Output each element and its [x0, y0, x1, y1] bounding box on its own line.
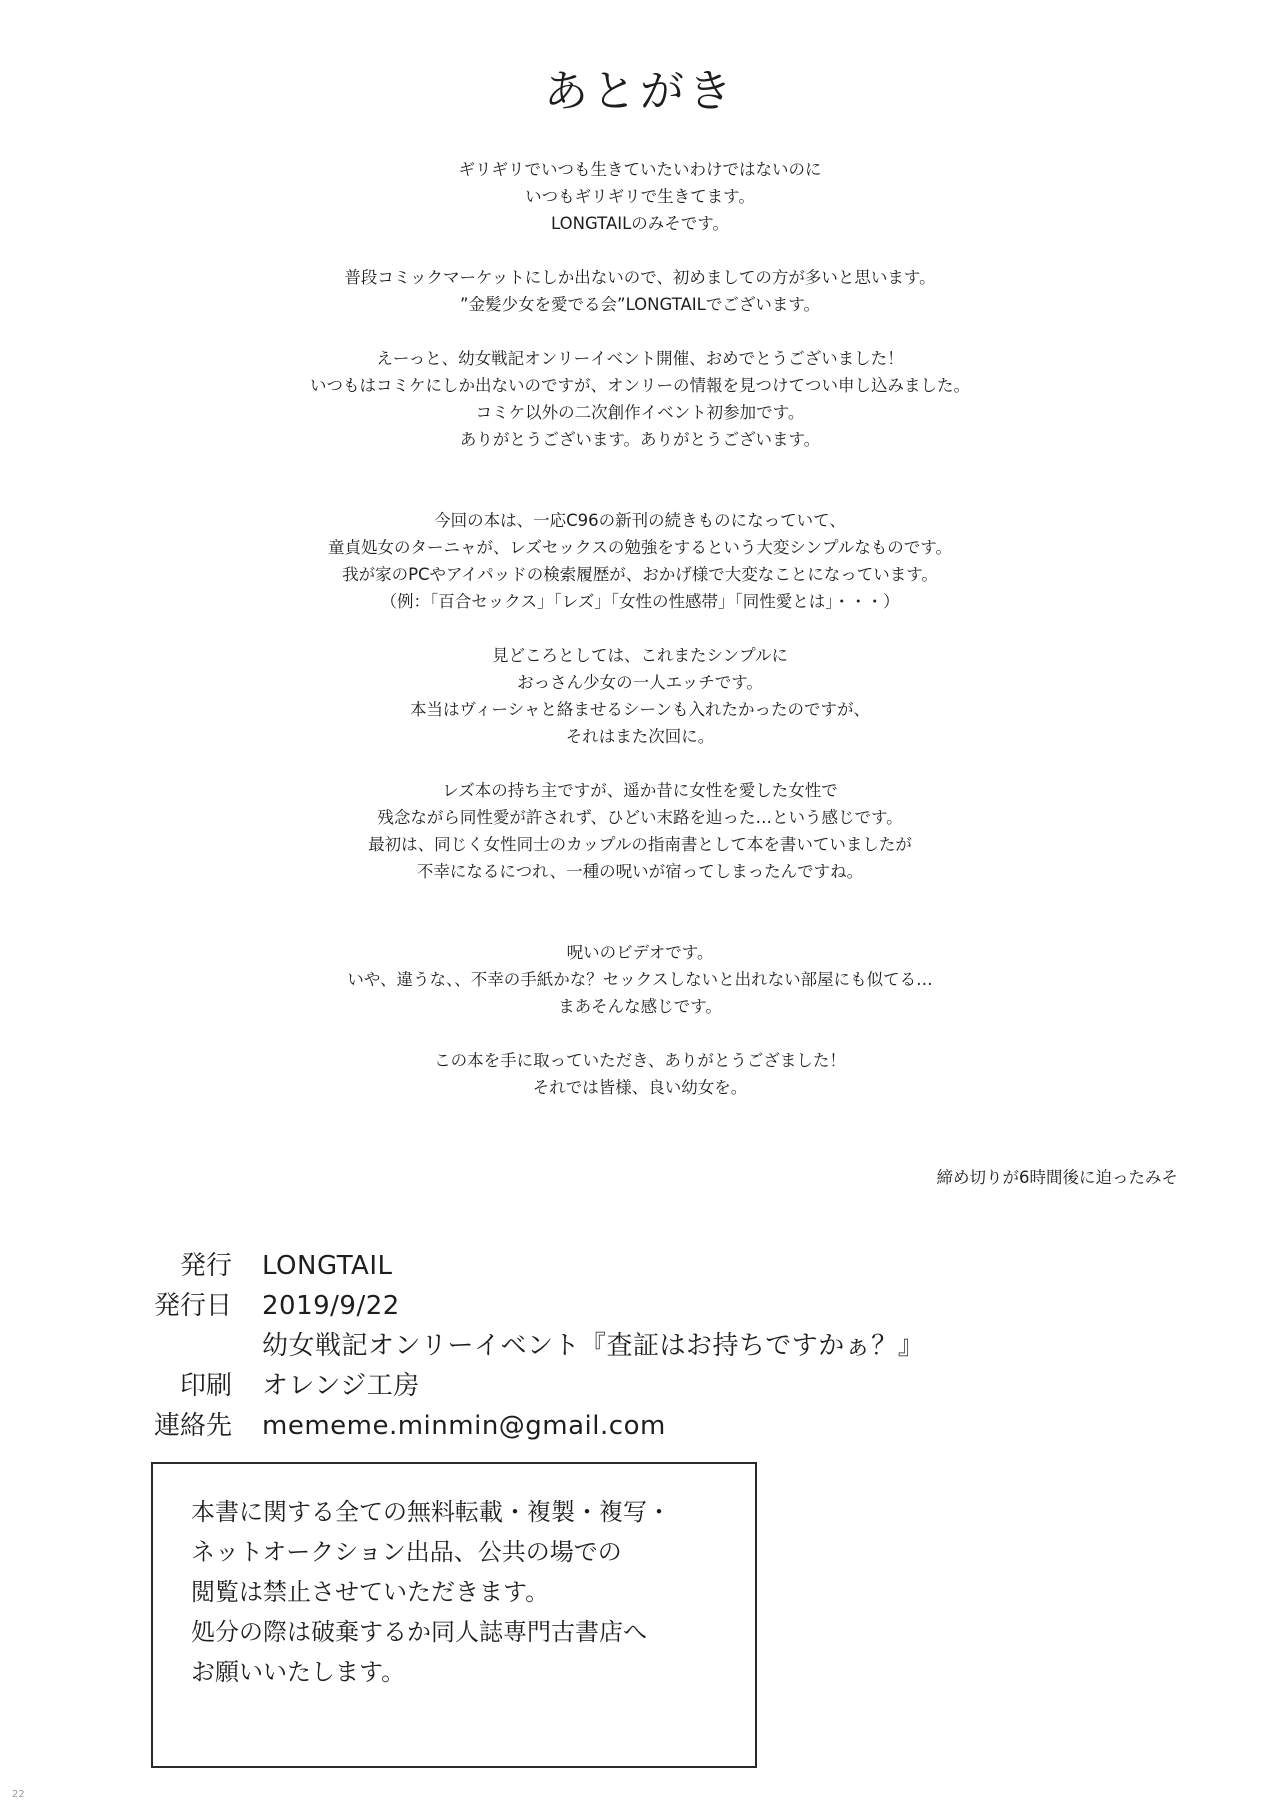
author-signature: 締め切りが6時間後に迫ったみそ — [936, 1168, 1178, 1187]
paragraph-event — [0, 345, 1280, 453]
text-line: この本を手に取っていただき、ありがとうござました！ — [434, 1051, 846, 1070]
paragraph-intro — [0, 156, 1280, 237]
notice-line: 処分の際は破棄するか同人誌専門古書店へ — [191, 1618, 647, 1646]
page-title: あとがき — [544, 66, 736, 117]
colophon-label: 発行 — [179, 1251, 232, 1281]
text-line: えーっと、幼女戦記オンリーイベント開催、おめでとうございました！ — [376, 349, 904, 368]
text-line: いつもギリギリで生きてます。 — [525, 187, 755, 206]
text-line: ”金髪少女を愛でる会”LONGTAILでございます。 — [459, 295, 821, 314]
text-line: 今回の本は、一応C96の新刊の続きものになっていて、 — [434, 511, 846, 530]
paragraph-book — [0, 507, 1280, 615]
colophon-label-empty — [140, 1326, 232, 1366]
text-line: ギリギリでいつも生きていたいわけではないのに — [458, 160, 822, 179]
text-line: 我が家のPCやアイパッドの検索履歴が、おかげ様で大変なことになっています。 — [342, 565, 938, 584]
colophon-publisher-row — [140, 1246, 924, 1286]
text-line: それでは皆様、良い幼女を。 — [532, 1078, 748, 1097]
contact-email: mememe.minmin@gmail.com — [262, 1411, 666, 1441]
text-line: 童貞処女のターニャが、レズセックスの勉強をするという大変シンプルなものです。 — [328, 538, 952, 557]
notice-line: 閲覧は禁止させていただきます。 — [191, 1578, 550, 1606]
text-line: おっさん少女の一人エッチです。 — [517, 673, 763, 692]
colophon-label: 発行日 — [153, 1291, 232, 1321]
paragraph-highlight — [0, 642, 1280, 750]
text-line: 呪いのビデオです。 — [566, 943, 714, 962]
text-line: 普段コミックマーケットにしか出ないので、初めましての方が多いと思います。 — [344, 268, 936, 287]
text-line: いや、違うな、、不幸の手紙かな？セックスしないと出れない部屋にも似てる… — [347, 970, 933, 989]
text-line: それはまた次回に。 — [565, 727, 715, 746]
colophon-label: 印刷 — [179, 1371, 232, 1401]
text-line: レズ本の持ち主ですが、遥か昔に女性を愛した女性で — [442, 781, 838, 800]
colophon-label: 連絡先 — [153, 1411, 232, 1441]
text-line: 本当はヴィーシャと絡ませるシーンも入れたかったのですが、 — [409, 700, 871, 719]
colophon-value: オレンジ工房 — [262, 1371, 420, 1401]
paragraph-thanks — [0, 1047, 1280, 1101]
text-line: LONGTAILのみそです。 — [551, 214, 729, 233]
colophon-printer-row — [140, 1366, 924, 1406]
afterword-body — [0, 156, 1280, 1128]
notice-line: お願いいたします。 — [191, 1658, 406, 1686]
text-line: まあそんな感じです。 — [558, 997, 722, 1016]
colophon-value: LONGTAIL — [262, 1251, 393, 1281]
text-line: 残念ながら同性愛が許されず、ひどい末路を辿った…という感じです。 — [377, 808, 903, 827]
copyright-notice-box — [151, 1462, 757, 1768]
colophon-event-row — [140, 1326, 924, 1366]
text-line: コミケ以外の二次創作イベント初参加です。 — [475, 403, 805, 422]
text-line: 最初は、同じく女性同士のカップルの指南書として本を書いていましたが — [368, 835, 912, 854]
paragraph-greeting — [0, 264, 1280, 318]
colophon-value: 2019/9/22 — [262, 1291, 400, 1321]
paragraph-owner — [0, 777, 1280, 885]
notice-line: 本書に関する全ての無料転載・複製・複写・ — [191, 1498, 671, 1526]
colophon — [140, 1246, 924, 1446]
text-line: 不幸になるにつれ、一種の呪いが宿ってしまったんですね。 — [416, 862, 864, 881]
page-number: 22 — [12, 1789, 25, 1800]
text-line: ありがとうございます。ありがとうございます。 — [459, 430, 821, 449]
colophon-contact-row — [140, 1406, 924, 1446]
text-line: （例：「百合セックス」「レズ」「女性の性感帯」「同性愛とは」・・・） — [380, 592, 900, 611]
colophon-date-row — [140, 1286, 924, 1326]
text-line: 見どころとしては、これまたシンプルに — [492, 646, 788, 665]
paragraph-curse — [0, 939, 1280, 1020]
text-line: いつもはコミケにしか出ないのですが、オンリーの情報を見つけてつい申し込みました。 — [310, 376, 970, 395]
colophon-value: 幼女戦記オンリーイベント『査証はお持ちですかぁ？』 — [262, 1331, 925, 1361]
notice-line: ネットオークション出品、公共の場での — [191, 1538, 622, 1566]
